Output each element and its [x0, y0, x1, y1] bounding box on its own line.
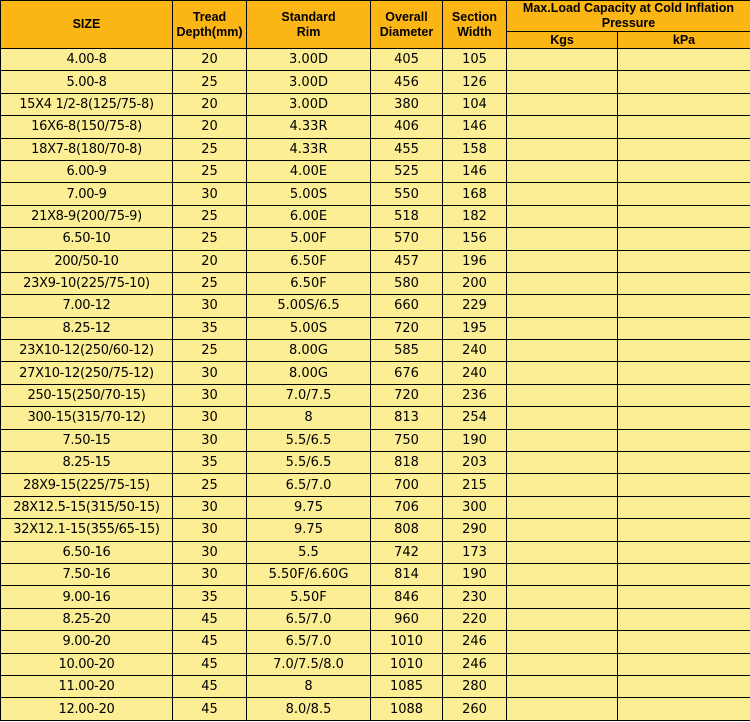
cell-tread-depth: 30 [173, 295, 247, 317]
cell-section-width: 215 [443, 474, 507, 496]
header-tread-line2: Depth(mm) [176, 24, 243, 39]
cell-overall-diameter: 720 [371, 317, 443, 339]
table-row [1, 160, 750, 182]
table-row [1, 49, 750, 71]
cell-overall-diameter: 525 [371, 160, 443, 182]
cell-section-width: 190 [443, 429, 507, 451]
cell-standard-rim: 8.00G [247, 340, 371, 362]
cell-standard-rim: 5.50F [247, 586, 371, 608]
header-diameter-line1: Overall [385, 9, 428, 24]
table-row [1, 519, 750, 541]
table-row [1, 653, 750, 675]
cell-standard-rim: 5.5 [247, 541, 371, 563]
cell-section-width: 280 [443, 675, 507, 697]
cell-standard-rim: 6.50F [247, 272, 371, 294]
cell-tread-depth: 25 [173, 272, 247, 294]
cell-overall-diameter: 818 [371, 452, 443, 474]
cell-size: 12.00-20 [1, 698, 173, 720]
header-size: SIZE [1, 1, 173, 49]
cell-tread-depth: 30 [173, 407, 247, 429]
table-row [1, 675, 750, 697]
cell-size: 9.00-16 [1, 586, 173, 608]
cell-overall-diameter: 960 [371, 608, 443, 630]
cell-size: 6.50-10 [1, 228, 173, 250]
cell-overall-diameter: 455 [371, 138, 443, 160]
cell-load-kgs [507, 295, 618, 317]
table-row [1, 138, 750, 160]
cell-overall-diameter: 846 [371, 586, 443, 608]
cell-load-kgs [507, 93, 618, 115]
header-standard-rim [247, 1, 371, 49]
cell-tread-depth: 35 [173, 452, 247, 474]
cell-section-width: 105 [443, 49, 507, 71]
cell-section-width: 182 [443, 205, 507, 227]
cell-tread-depth: 25 [173, 340, 247, 362]
cell-size: 8.25-15 [1, 452, 173, 474]
cell-standard-rim: 8.0/8.5 [247, 698, 371, 720]
cell-standard-rim: 5.00S [247, 183, 371, 205]
table-row [1, 541, 750, 563]
cell-standard-rim: 6.50F [247, 250, 371, 272]
cell-standard-rim: 5.5/6.5 [247, 429, 371, 451]
cell-load-kgs [507, 698, 618, 720]
cell-section-width: 290 [443, 519, 507, 541]
table-row [1, 631, 750, 653]
cell-section-width: 220 [443, 608, 507, 630]
cell-load-kgs [507, 116, 618, 138]
cell-load-kgs [507, 675, 618, 697]
cell-overall-diameter: 813 [371, 407, 443, 429]
cell-section-width: 240 [443, 340, 507, 362]
cell-tread-depth: 25 [173, 138, 247, 160]
table-row [1, 228, 750, 250]
cell-overall-diameter: 457 [371, 250, 443, 272]
cell-load-kpa [618, 407, 750, 429]
cell-section-width: 146 [443, 116, 507, 138]
cell-standard-rim: 5.00F [247, 228, 371, 250]
cell-overall-diameter: 406 [371, 116, 443, 138]
cell-load-kpa [618, 631, 750, 653]
header-kgs: Kgs [507, 32, 618, 49]
cell-standard-rim: 8 [247, 407, 371, 429]
cell-load-kpa [618, 541, 750, 563]
cell-section-width: 104 [443, 93, 507, 115]
cell-load-kpa [618, 317, 750, 339]
cell-tread-depth: 30 [173, 362, 247, 384]
cell-load-kpa [618, 429, 750, 451]
cell-standard-rim: 5.50F/6.60G [247, 563, 371, 585]
cell-size: 11.00-20 [1, 675, 173, 697]
cell-load-kpa [618, 563, 750, 585]
header-rim-line2: Rim [296, 24, 321, 39]
cell-overall-diameter: 814 [371, 563, 443, 585]
table-row [1, 429, 750, 451]
table-row [1, 586, 750, 608]
table-row [1, 295, 750, 317]
table-body [1, 49, 750, 721]
cell-overall-diameter: 742 [371, 541, 443, 563]
cell-load-kgs [507, 160, 618, 182]
cell-tread-depth: 25 [173, 160, 247, 182]
table-row [1, 340, 750, 362]
cell-load-kgs [507, 608, 618, 630]
cell-size: 16X6-8(150/75-8) [1, 116, 173, 138]
cell-overall-diameter: 1085 [371, 675, 443, 697]
cell-load-kpa [618, 228, 750, 250]
cell-load-kgs [507, 71, 618, 93]
cell-tread-depth: 30 [173, 541, 247, 563]
cell-section-width: 190 [443, 563, 507, 585]
cell-tread-depth: 25 [173, 228, 247, 250]
cell-section-width: 229 [443, 295, 507, 317]
cell-load-kpa [618, 93, 750, 115]
header-tread-line1: Tread [192, 9, 227, 24]
cell-size: 7.00-12 [1, 295, 173, 317]
table-row [1, 116, 750, 138]
cell-standard-rim: 4.33R [247, 116, 371, 138]
cell-load-kgs [507, 228, 618, 250]
cell-tread-depth: 30 [173, 496, 247, 518]
header-diameter-line2: Diameter [379, 24, 434, 39]
cell-size: 27X10-12(250/75-12) [1, 362, 173, 384]
cell-section-width: 173 [443, 541, 507, 563]
cell-load-kpa [618, 653, 750, 675]
cell-size: 9.00-20 [1, 631, 173, 653]
header-overall-diameter [371, 1, 443, 49]
cell-tread-depth: 45 [173, 608, 247, 630]
cell-load-kpa [618, 474, 750, 496]
cell-section-width: 195 [443, 317, 507, 339]
header-width-line1: Section [451, 9, 498, 24]
cell-size: 28X9-15(225/75-15) [1, 474, 173, 496]
cell-load-kgs [507, 631, 618, 653]
cell-load-kgs [507, 429, 618, 451]
header-max-load-capacity: Max.Load Capacity at Cold Inflation Pressure [507, 1, 750, 32]
cell-load-kgs [507, 541, 618, 563]
cell-standard-rim: 3.00D [247, 93, 371, 115]
cell-section-width: 240 [443, 362, 507, 384]
cell-section-width: 200 [443, 272, 507, 294]
cell-size: 6.00-9 [1, 160, 173, 182]
table-row [1, 93, 750, 115]
cell-tread-depth: 20 [173, 250, 247, 272]
cell-standard-rim: 9.75 [247, 496, 371, 518]
cell-size: 18X7-8(180/70-8) [1, 138, 173, 160]
cell-overall-diameter: 700 [371, 474, 443, 496]
cell-size: 28X12.5-15(315/50-15) [1, 496, 173, 518]
cell-overall-diameter: 405 [371, 49, 443, 71]
cell-size: 300-15(315/70-12) [1, 407, 173, 429]
table-row [1, 452, 750, 474]
cell-size: 200/50-10 [1, 250, 173, 272]
cell-overall-diameter: 580 [371, 272, 443, 294]
cell-overall-diameter: 720 [371, 384, 443, 406]
cell-overall-diameter: 380 [371, 93, 443, 115]
cell-tread-depth: 30 [173, 519, 247, 541]
cell-load-kpa [618, 295, 750, 317]
cell-section-width: 158 [443, 138, 507, 160]
cell-tread-depth: 30 [173, 563, 247, 585]
cell-standard-rim: 8 [247, 675, 371, 697]
cell-tread-depth: 45 [173, 675, 247, 697]
cell-tread-depth: 30 [173, 384, 247, 406]
cell-size: 6.50-16 [1, 541, 173, 563]
cell-load-kgs [507, 407, 618, 429]
cell-tread-depth: 45 [173, 653, 247, 675]
cell-section-width: 230 [443, 586, 507, 608]
cell-overall-diameter: 808 [371, 519, 443, 541]
header-width-line2: Width [457, 24, 492, 39]
cell-load-kpa [618, 183, 750, 205]
cell-tread-depth: 45 [173, 631, 247, 653]
header-rim-line1: Standard [281, 9, 336, 24]
table-row [1, 608, 750, 630]
cell-load-kpa [618, 49, 750, 71]
cell-size: 10.00-20 [1, 653, 173, 675]
table-row [1, 183, 750, 205]
table-row [1, 496, 750, 518]
cell-standard-rim: 4.00E [247, 160, 371, 182]
cell-standard-rim: 5.00S/6.5 [247, 295, 371, 317]
cell-size: 15X4 1/2-8(125/75-8) [1, 93, 173, 115]
cell-standard-rim: 6.5/7.0 [247, 474, 371, 496]
cell-load-kgs [507, 563, 618, 585]
cell-load-kpa [618, 362, 750, 384]
cell-section-width: 254 [443, 407, 507, 429]
cell-load-kgs [507, 586, 618, 608]
cell-load-kpa [618, 71, 750, 93]
cell-standard-rim: 8.00G [247, 362, 371, 384]
cell-standard-rim: 6.5/7.0 [247, 631, 371, 653]
cell-load-kpa [618, 586, 750, 608]
cell-size: 7.50-15 [1, 429, 173, 451]
cell-overall-diameter: 1010 [371, 631, 443, 653]
cell-load-kgs [507, 519, 618, 541]
cell-standard-rim: 3.00D [247, 71, 371, 93]
cell-standard-rim: 6.5/7.0 [247, 608, 371, 630]
cell-load-kgs [507, 49, 618, 71]
cell-load-kgs [507, 138, 618, 160]
cell-standard-rim: 5.00S [247, 317, 371, 339]
cell-load-kgs [507, 362, 618, 384]
cell-standard-rim: 3.00D [247, 49, 371, 71]
cell-section-width: 203 [443, 452, 507, 474]
cell-section-width: 156 [443, 228, 507, 250]
cell-load-kpa [618, 340, 750, 362]
cell-load-kgs [507, 496, 618, 518]
cell-load-kpa [618, 452, 750, 474]
cell-standard-rim: 7.0/7.5/8.0 [247, 653, 371, 675]
cell-section-width: 196 [443, 250, 507, 272]
cell-size: 7.00-9 [1, 183, 173, 205]
cell-overall-diameter: 676 [371, 362, 443, 384]
table-row [1, 272, 750, 294]
cell-load-kpa [618, 675, 750, 697]
cell-tread-depth: 25 [173, 205, 247, 227]
cell-tread-depth: 20 [173, 49, 247, 71]
cell-standard-rim: 4.33R [247, 138, 371, 160]
cell-load-kgs [507, 205, 618, 227]
cell-load-kgs [507, 474, 618, 496]
cell-load-kpa [618, 160, 750, 182]
cell-load-kgs [507, 317, 618, 339]
cell-load-kpa [618, 138, 750, 160]
cell-size: 4.00-8 [1, 49, 173, 71]
cell-size: 32X12.1-15(355/65-15) [1, 519, 173, 541]
cell-tread-depth: 20 [173, 116, 247, 138]
cell-load-kpa [618, 698, 750, 720]
cell-size: 8.25-12 [1, 317, 173, 339]
cell-load-kgs [507, 452, 618, 474]
cell-overall-diameter: 706 [371, 496, 443, 518]
cell-overall-diameter: 518 [371, 205, 443, 227]
cell-size: 8.25-20 [1, 608, 173, 630]
cell-overall-diameter: 1010 [371, 653, 443, 675]
header-tread-depth [173, 1, 247, 49]
cell-overall-diameter: 550 [371, 183, 443, 205]
cell-load-kgs [507, 250, 618, 272]
cell-standard-rim: 5.5/6.5 [247, 452, 371, 474]
cell-section-width: 146 [443, 160, 507, 182]
cell-overall-diameter: 660 [371, 295, 443, 317]
cell-size: 7.50-16 [1, 563, 173, 585]
table-row [1, 205, 750, 227]
cell-tread-depth: 35 [173, 317, 247, 339]
header-kpa: kPa [618, 32, 750, 49]
cell-overall-diameter: 750 [371, 429, 443, 451]
cell-load-kpa [618, 496, 750, 518]
table-row [1, 563, 750, 585]
table-row [1, 317, 750, 339]
cell-tread-depth: 30 [173, 429, 247, 451]
cell-standard-rim: 7.0/7.5 [247, 384, 371, 406]
cell-load-kgs [507, 384, 618, 406]
cell-overall-diameter: 585 [371, 340, 443, 362]
table-row [1, 384, 750, 406]
cell-section-width: 236 [443, 384, 507, 406]
cell-section-width: 126 [443, 71, 507, 93]
cell-load-kpa [618, 608, 750, 630]
table-row [1, 250, 750, 272]
cell-overall-diameter: 456 [371, 71, 443, 93]
table-row [1, 474, 750, 496]
table-row [1, 71, 750, 93]
cell-standard-rim: 6.00E [247, 205, 371, 227]
cell-section-width: 168 [443, 183, 507, 205]
cell-size: 23X10-12(250/60-12) [1, 340, 173, 362]
cell-load-kpa [618, 519, 750, 541]
cell-tread-depth: 25 [173, 71, 247, 93]
cell-section-width: 260 [443, 698, 507, 720]
header-section-width [443, 1, 507, 49]
cell-load-kgs [507, 653, 618, 675]
cell-load-kgs [507, 340, 618, 362]
cell-tread-depth: 25 [173, 474, 247, 496]
cell-load-kgs [507, 183, 618, 205]
cell-section-width: 246 [443, 631, 507, 653]
cell-size: 5.00-8 [1, 71, 173, 93]
cell-size: 250-15(250/70-15) [1, 384, 173, 406]
cell-load-kpa [618, 250, 750, 272]
cell-load-kpa [618, 116, 750, 138]
cell-size: 23X9-10(225/75-10) [1, 272, 173, 294]
cell-load-kpa [618, 384, 750, 406]
cell-section-width: 300 [443, 496, 507, 518]
cell-tread-depth: 20 [173, 93, 247, 115]
cell-tread-depth: 30 [173, 183, 247, 205]
cell-tread-depth: 35 [173, 586, 247, 608]
cell-load-kpa [618, 272, 750, 294]
cell-section-width: 246 [443, 653, 507, 675]
table-header [1, 1, 750, 49]
cell-overall-diameter: 570 [371, 228, 443, 250]
cell-load-kpa [618, 205, 750, 227]
table-row [1, 698, 750, 720]
table-row [1, 362, 750, 384]
cell-tread-depth: 45 [173, 698, 247, 720]
table-row [1, 407, 750, 429]
cell-size: 21X8-9(200/75-9) [1, 205, 173, 227]
cell-standard-rim: 9.75 [247, 519, 371, 541]
cell-overall-diameter: 1088 [371, 698, 443, 720]
cell-load-kgs [507, 272, 618, 294]
